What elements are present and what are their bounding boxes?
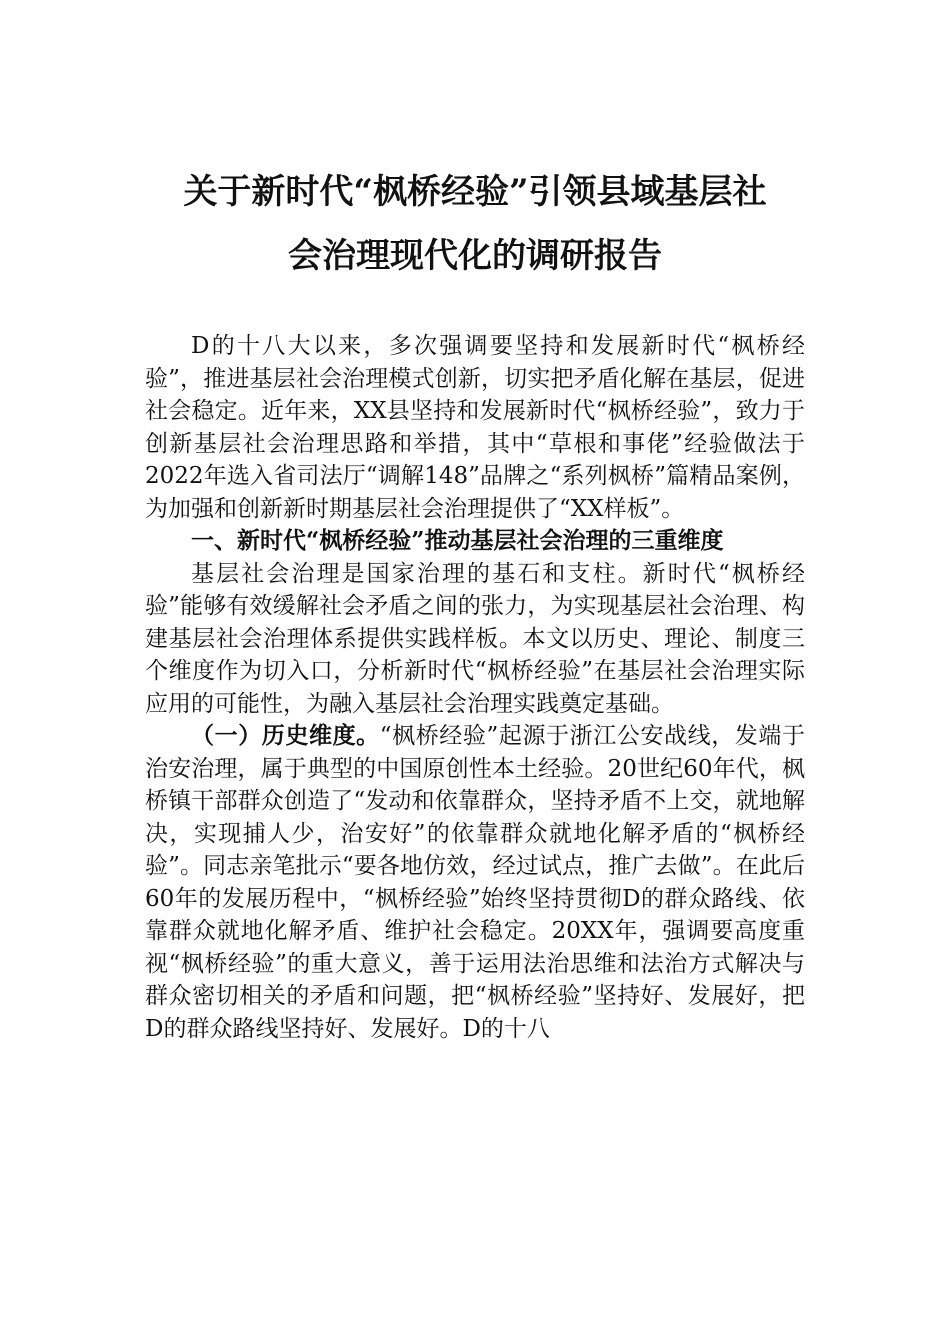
document-body [145,330,805,1045]
section-heading-1: 一、新时代“枫桥经验”推动基层社会治理的三重维度 [191,527,724,554]
document-title [140,160,810,288]
subheading-history: （一）历史维度。 [191,722,380,749]
paragraph-history-text: “枫桥经验”起源于浙江公安战线，发端于治安治理，属于典型的中国原创性本土经验。20世纪60年代，枫桥镇干部群众创造了“发动和依靠群众，坚持矛盾不上交，就地解决，实现捕人少，治安好”的依靠群众就地化解矛盾的“枫桥经验”。同志亲笔批示“要各地仿效，经过试点，推广去做”。在此后60年的发展历程中，“枫桥经验”始终坚持贯彻D的群众路线、依靠群众就地化解矛盾、维护社会稳定。20XX年，强调要高度重视“枫桥经验”的重大意义，善于运用法治思维和法治方式解决与群众密切相关的矛盾和问题，把“枫桥经验”坚持好、发展好，把D的群众路线坚持好、发展好。D的十八 [145,723,805,1042]
paragraph-dimensions: 基层社会治理是国家治理的基石和支柱。新时代“枫桥经验”能够有效缓解社会矛盾之间的张力，为实现基层社会治理、构建基层社会治理体系提供实践样板。本文以历史、理论、制度三个维度作为切入口，分析新时代“枫桥经验”在基层社会治理实际应用的可能性，为融入基层社会治理实践奠定基础。 [145,560,805,717]
paragraph-intro: D的十八大以来，多次强调要坚持和发展新时代“枫桥经验”，推进基层社会治理模式创新，切实把矛盾化解在基层，促进社会稳定。近年来，XX县坚持和发展新时代“枫桥经验”，致力于创新基层社会治理思路和举措，其中“草根和事佬”经验做法于2022年选入省司法厅“调解148”品牌之“系列枫桥”篇精品案例，为加强和创新新时期基层社会治理提供了“XX样板”。 [145,333,805,522]
title-line-1: 关于新时代“枫桥经验”引领县域基层社 [183,172,767,212]
paragraph-history [145,720,805,1045]
title-line-2: 会治理现代化的调研报告 [288,236,662,276]
